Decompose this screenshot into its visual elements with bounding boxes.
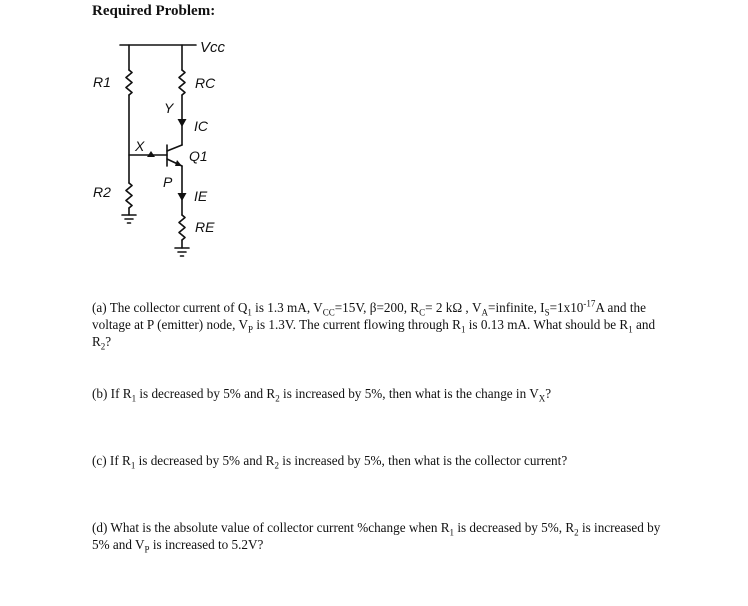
r1-resistor [126, 70, 132, 95]
r1-label: R1 [93, 74, 111, 90]
ie-arrow-icon [178, 193, 187, 201]
re-resistor [179, 215, 185, 240]
ic-arrow-icon [178, 119, 187, 127]
page-title: Required Problem: [92, 3, 216, 19]
question-a: (a) The collector current of $Q_1$ is 1.3 mA, $V_{CC}=15V$, β=200, $R_C= 2$ kΩ , $V_A=infinite$, $I_S=1x10^{-17}A$ and the voltage at P (emitter) node, $V_P$ is 1.3V. The current flowing through $R_1$ is 0.13 mA. What should be $R_1$ and $R_2$? [92, 298, 656, 352]
circuit-diagram [0, 0, 260, 280]
ic-label: IC [194, 118, 208, 134]
r2-label: R2 [93, 184, 111, 200]
re-label: RE [195, 219, 215, 235]
q1-label: Q1 [189, 148, 208, 164]
r2-resistor [126, 183, 132, 208]
node-y-label: Y [164, 100, 174, 116]
x-node-arrow-icon [147, 151, 155, 157]
ground-icon [122, 215, 136, 223]
question-c: (c) If $R_1$ is decreased by 5% and $R_2$ is increased by 5%, then what is the collector current? [92, 453, 568, 471]
ground-icon [175, 248, 189, 256]
question-b: (b) If $R_1$ is decreased by 5% and $R_2$ is increased by 5%, then what is the change in $V_X$? [92, 386, 552, 404]
node-x-label: X [135, 138, 145, 154]
node-p-label: P [163, 174, 173, 190]
collector-lead [167, 145, 182, 151]
rc-label: RC [195, 75, 216, 91]
question-d: (d) What is the absolute value of collector current %change when $R_1$ is decreased by 5%, $R_2$ is increased by 5% and $V_P$ is increased to 5.2V? [92, 520, 661, 555]
vcc-label: Vcc [200, 39, 226, 56]
emitter-arrow-icon [175, 160, 182, 166]
rc-resistor [179, 70, 185, 95]
ie-label: IE [194, 188, 208, 204]
